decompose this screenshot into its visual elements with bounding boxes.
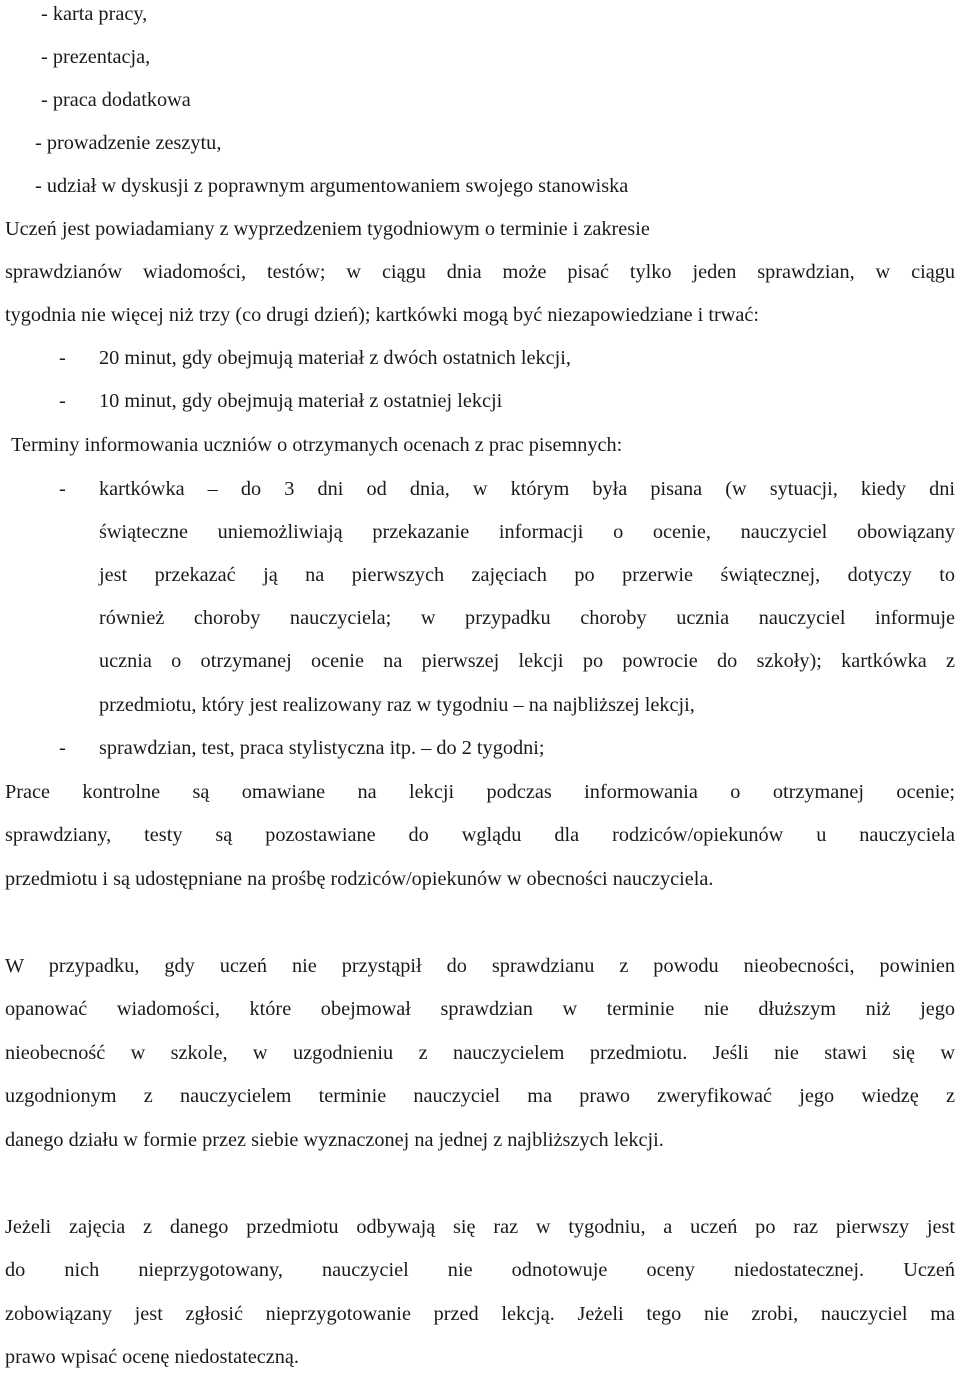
list-bullet: - — [59, 478, 66, 500]
list-item: sprawdzian, test, praca stylistyczna itp. – do 2 tygodni; — [99, 737, 545, 759]
list-bullet: - — [59, 347, 66, 369]
list-item-line: jest przekazać ją na pierwszych zajęciach po przerwie świątecznej, dotyczy to — [99, 564, 955, 586]
paragraph-line: danego działu w formie przez siebie wyznaczonej na jednej z najbliższych lekcji. — [5, 1129, 664, 1151]
list-bullet: - — [59, 390, 66, 412]
list-item-line: świąteczne uniemożliwiają przekazanie informacji o ocenie, nauczyciel obowiązany — [99, 521, 955, 543]
list-bullet: - — [59, 737, 66, 759]
section-heading: Terminy informowania uczniów o otrzymanych ocenach z prac pisemnych: — [11, 434, 623, 456]
paragraph-line: do nich nieprzygotowany, nauczyciel nie odnotowuje oceny niedostatecznej. Uczeń — [5, 1259, 955, 1281]
paragraph-line: W przypadku, gdy uczeń nie przystąpił do sprawdzianu z powodu nieobecności, powinien — [5, 955, 955, 977]
paragraph-line: uzgodnionym z nauczycielem terminie nauczyciel ma prawo zweryfikować jego wiedzę z — [5, 1085, 955, 1107]
paragraph-line: nieobecność w szkole, w uzgodnieniu z nauczycielem przedmiotu. Jeśli nie stawi się w — [5, 1042, 955, 1064]
paragraph-line: sprawdzianów wiadomości, testów; w ciągu dnia może pisać tylko jeden sprawdzian, w ciągu — [5, 261, 955, 283]
list-item: - praca dodatkowa — [41, 89, 191, 111]
paragraph-line: tygodnia nie więcej niż trzy (co drugi dzień); kartkówki mogą być niezapowiedziane i trwać: — [5, 304, 760, 326]
list-item: - prowadzenie zeszytu, — [35, 132, 222, 154]
paragraph-line: zobowiązany jest zgłosić nieprzygotowanie przed lekcją. Jeżeli tego nie zrobi, nauczyciel ma — [5, 1303, 955, 1325]
list-item-line: kartkówka – do 3 dni od dnia, w którym była pisana (w sytuacji, kiedy dni — [99, 478, 955, 500]
list-item-line: przedmiotu, który jest realizowany raz w tygodniu – na najbliższej lekcji, — [99, 694, 695, 716]
list-item: 10 minut, gdy obejmują materiał z ostatniej lekcji — [99, 390, 503, 412]
paragraph-line: Uczeń jest powiadamiany z wyprzedzeniem tygodniowym o terminie i zakresie — [5, 218, 650, 240]
paragraph-line: Jeżeli zajęcia z danego przedmiotu odbywają się raz w tygodniu, a uczeń po raz pierwszy jest — [5, 1216, 955, 1238]
list-item-line: ucznia o otrzymanej ocenie na pierwszej lekcji po powrocie do szkoły); kartkówka z — [99, 650, 955, 672]
paragraph-line: prawo wpisać ocenę niedostateczną. — [5, 1346, 299, 1368]
list-item: - prezentacja, — [41, 46, 151, 68]
paragraph-line: Prace kontrolne są omawiane na lekcji podczas informowania o otrzymanej ocenie; — [5, 781, 955, 803]
list-item: - karta pracy, — [41, 3, 148, 25]
paragraph-line: opanować wiadomości, które obejmował sprawdzian w terminie nie dłuższym niż jego — [5, 998, 955, 1020]
list-item-line: również choroby nauczyciela; w przypadku choroby ucznia nauczyciel informuje — [99, 607, 955, 629]
list-item: 20 minut, gdy obejmują materiał z dwóch ostatnich lekcji, — [99, 347, 571, 369]
paragraph-line: przedmiotu i są udostępniane na prośbę rodziców/opiekunów w obecności nauczyciela. — [5, 868, 714, 890]
paragraph-line: sprawdziany, testy są pozostawiane do wglądu dla rodziców/opiekunów u nauczyciela — [5, 824, 955, 846]
list-item: - udział w dyskusji z poprawnym argumentowaniem swojego stanowiska — [35, 175, 629, 197]
